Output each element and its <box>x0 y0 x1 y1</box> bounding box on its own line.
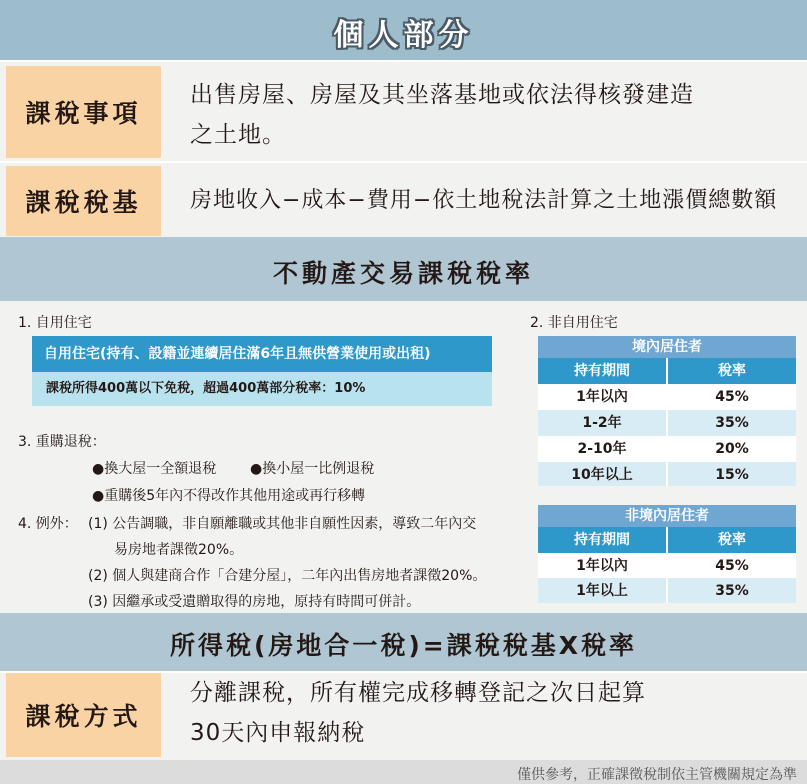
nonresident-row-period: 1年以內 <box>576 558 628 574</box>
tax-base-label: 課稅稅基 <box>6 166 161 236</box>
nonresident-col-period: 持有期間 <box>538 527 666 553</box>
resident-row-rate: 20% <box>715 441 749 457</box>
divider <box>0 60 807 62</box>
resident-table <box>538 336 796 486</box>
section4-heading: 4. 例外： <box>18 516 78 532</box>
section1-heading: 1. 自用住宅 <box>18 315 92 331</box>
tax-base-value: 房地收入−成本−費用−依土地稅法計算之土地漲價總數額 <box>190 188 778 213</box>
section3-heading: 3. 重購退稅： <box>18 434 106 450</box>
method-line2: 30天內申報納稅 <box>190 720 366 746</box>
rate-title: 不動產交易課稅稅率 <box>272 259 534 288</box>
nonresident-col-rate: 稅率 <box>668 527 796 553</box>
resident-row-period: 2-10年 <box>577 441 627 457</box>
resident-table-title: 境內居住者 <box>538 336 796 358</box>
formula: 所得稅(房地合一稅)=課稅稅基X稅率 <box>169 631 638 660</box>
tax-item-value-line1: 出售房屋、房屋及其坐落基地或依法得核發建造 <box>190 82 694 108</box>
section2-heading: 2. 非自用住宅 <box>530 315 618 331</box>
nonresident-row-rate: 45% <box>715 558 749 574</box>
section1-bar: 自用住宅(持有、設籍並連續居住滿6年且無供營業使用或出租) <box>32 336 492 372</box>
resident-row-period: 1-2年 <box>538 410 666 436</box>
tax-item-value-line2: 之土地。 <box>190 122 286 148</box>
nonresident-row-period: 1年以上 <box>538 578 666 603</box>
tax-item-label: 課稅事項 <box>6 66 161 158</box>
resident-row-period: 1年以內 <box>576 389 628 405</box>
resident-row-rate: 35% <box>668 410 796 436</box>
section4-item1-line1: (1) 公告調職，非自願離職或其他非自願性因素，導致二年內交 <box>88 516 477 532</box>
footer-note: 僅供參考，正確課徵稅制依主管機關規定為準 <box>517 767 797 783</box>
method-line1: 分離課稅，所有權完成移轉登記之次日起算 <box>190 680 646 706</box>
section4-item3: (3) 因繼承或受遺贈取得的房地，原持有時間可併計。 <box>88 594 421 610</box>
resident-col-rate: 稅率 <box>668 358 796 384</box>
section3-bullet1a: ●換大屋一全額退稅 <box>92 461 217 477</box>
resident-row-period: 10年以上 <box>538 462 666 486</box>
nonresident-table <box>538 505 796 603</box>
nonresident-row-rate: 35% <box>668 578 796 603</box>
resident-col-period: 持有期間 <box>538 358 666 384</box>
divider <box>0 161 807 163</box>
section4-item2: (2) 個人與建商合作「合建分屋」，二年內出售房地者課徵20%。 <box>88 568 487 584</box>
resident-row-rate: 15% <box>668 462 796 486</box>
nonresident-table-title: 非境內居住者 <box>538 505 796 527</box>
section1-body: 課稅所得400萬以下免稅，超過400萬部分稅率：10% <box>32 372 492 406</box>
page-title: 個人部分 <box>333 18 474 53</box>
section4-item1-line2: 易房地者課徵20%。 <box>114 542 244 558</box>
resident-row-rate: 45% <box>715 389 749 405</box>
section3-bullet2: ●重購後5年內不得改作其他用途或再行移轉 <box>92 488 366 504</box>
method-label: 課稅方式 <box>6 673 161 757</box>
section3-bullet1b: ●換小屋一比例退稅 <box>250 461 375 477</box>
